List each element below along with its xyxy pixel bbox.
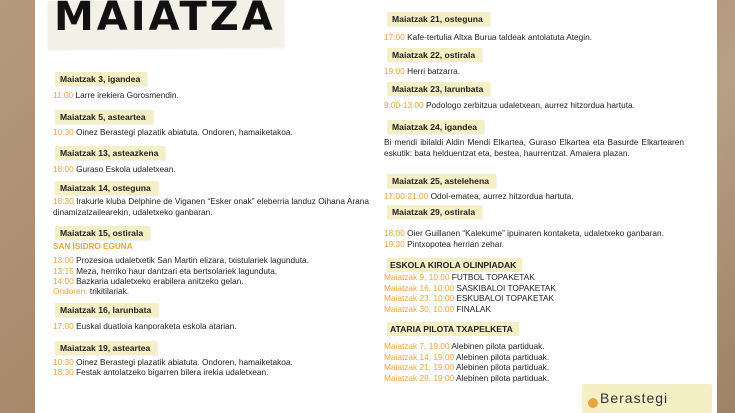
event-time: 14:00 <box>53 276 74 286</box>
event-line <box>53 90 179 100</box>
event-time: 10:30 <box>53 127 74 137</box>
month-title: MAIATZA <box>54 0 276 40</box>
logo-badge <box>582 384 712 413</box>
event-time: 19:30 <box>384 239 405 249</box>
day-title: Maiatzak 23, larunbata <box>387 82 490 96</box>
section-title-part: ESKO <box>390 260 415 270</box>
event-text: Alebinen pilota partiduak. <box>454 372 550 383</box>
event-text: Alebinen pilota partiduak. <box>454 362 550 372</box>
event-paragraph <box>384 137 684 158</box>
logo-text: Berastegi <box>600 390 669 406</box>
event-text: Prozesioa udaletxetik San Martin elizara, txistulariek lagunduta. <box>73 255 309 265</box>
event-time: 18:30 <box>53 196 74 206</box>
event-line <box>53 357 293 367</box>
event-text: Oinez Berastegi plazatik abiatuta. Ondoren, hamaiketakoa. <box>73 357 293 367</box>
event-text: Euskal duatloia kanporaketa eskola atarian. <box>73 321 237 331</box>
event-text: Irakurle kluba Delphine de Viganen “Esker onak” eleberria landuz Oihana Arana dinamizatzailearekin, udaletxeko ganbaran. <box>53 196 369 217</box>
event-time: Maiatzak 9, 10:00 <box>384 272 450 282</box>
day-title: Maiatzak 29, ostirala <box>387 205 482 219</box>
eskola-kirola-title <box>387 258 522 272</box>
event-time: 17:00 <box>384 32 405 42</box>
event-time: 17:00 <box>53 321 74 331</box>
day-title: Maiatzak 16, larunbata <box>55 303 158 317</box>
event-line <box>384 362 549 372</box>
event-text: Festak antolatzeko bigarren bilera irekia udaletxean. <box>73 367 269 377</box>
day-title: Maiatzak 5, asteartea <box>55 110 153 124</box>
day-title: Maiatzak 15, ostirala <box>55 226 150 240</box>
event-text: Alebinen pilota partiduak. <box>454 351 550 362</box>
event-time: 18:00 <box>53 164 74 174</box>
event-time: 18:00 <box>384 228 405 238</box>
event-line <box>53 255 309 265</box>
event-line <box>53 286 129 296</box>
section-title-part: LA KIROLA OLINPIADAK <box>414 260 517 270</box>
event-line <box>53 127 293 137</box>
event-text: Herri batzarra. <box>404 66 461 76</box>
event-time: 19:00 <box>384 66 405 76</box>
event-time: 13:15 <box>53 266 74 276</box>
logo-mark-icon <box>588 398 598 408</box>
event-time: 11:00 <box>53 90 74 100</box>
event-line <box>384 373 549 383</box>
atariko-pilota-title <box>387 322 519 336</box>
event-subtitle: SAN ISIDRO EGUNA <box>53 242 133 251</box>
day-title: Maiatzak 22, ostirala <box>387 48 482 62</box>
event-text: SASKIBALOI TOPAKETAK <box>454 282 556 293</box>
event-time: Maiatzak 7, 19:00 <box>384 341 450 351</box>
event-time: Maiatzak 16, 10:00 <box>384 282 455 293</box>
event-text: Kafe-tertulia Altxa Burua taldeak antolatuta Ategin. <box>404 32 593 42</box>
event-text: Meza, herriko haur dantzari eta bertsolariek lagunduta. <box>73 266 278 276</box>
event-paragraph <box>53 196 369 217</box>
event-time: Ondoren: <box>53 286 88 296</box>
event-time: 17:00-21:00 <box>384 191 429 201</box>
event-text: FINALAK <box>454 303 491 314</box>
event-text: FUTBOL TOPAKETAK <box>449 272 535 282</box>
event-time: 9:00-13:00 <box>384 100 424 110</box>
event-line <box>384 293 554 303</box>
day-title: Maiatzak 13, asteazkena <box>55 146 165 160</box>
event-time: 18:30 <box>53 367 74 377</box>
event-text: Bi mendi ibilaldi Aldin Mendi Elkartea, Guraso Elkartea eta Basurde Elkartearen eskutik: bata helduentzat eta, bestea, haurrentzat. Amaiera plazan. <box>384 137 684 158</box>
event-text: trikitilariak. <box>87 286 130 296</box>
event-text: Pintxopotea herrian zehar. <box>404 239 504 249</box>
event-text: Podologo zerbitzua udaletxean, aurrez hitzordua hartuta. <box>423 100 635 110</box>
event-line <box>384 272 535 282</box>
event-time: Maiatzak 23, 10:00 <box>384 293 455 303</box>
event-line <box>384 341 545 351</box>
event-text: Bazkaria udaletxeko erabilera anitzeko gelan. <box>73 276 244 286</box>
event-text: Oinez Berastegi plazatik abiatuta. Ondoren, hamaiketakoa. <box>73 127 293 137</box>
event-line <box>384 304 491 314</box>
event-line <box>53 367 268 377</box>
day-title: Maiatzak 21, osteguna <box>387 12 490 26</box>
day-title: Maiatzak 24, igandea <box>387 120 484 134</box>
event-time: 10:30 <box>53 357 74 367</box>
event-text: Alebinen pilota partiduak. <box>449 341 545 351</box>
event-line <box>384 228 664 238</box>
event-text: Guraso Eskola udaletxean. <box>73 164 176 174</box>
event-time: Maiatzak 28, 19:00 <box>384 372 455 383</box>
event-line <box>53 266 277 276</box>
event-time: Maiatzak 14, 19:00 <box>384 351 455 362</box>
event-line <box>53 276 244 286</box>
event-line <box>384 283 556 293</box>
event-line <box>384 32 592 42</box>
event-line <box>384 352 549 362</box>
day-title: Maiatzak 19, asteartea <box>55 341 157 355</box>
event-line <box>384 239 504 249</box>
event-line <box>53 164 176 174</box>
event-text: ESKUBALOI TOPAKETAK <box>454 293 555 303</box>
event-text: Oier Guillanen “Kalekume” ipuinaren kontaketa, udaletxeko ganbaran. <box>404 228 664 238</box>
event-line <box>384 191 574 201</box>
event-line <box>384 100 635 110</box>
event-line <box>384 66 460 76</box>
event-time: Maiatzak 30, 10:00 <box>384 303 455 314</box>
day-title: Maiatzak 25, astelehena <box>387 174 496 188</box>
event-text: Odol-ematea, aurrez hitzordua hartuta. <box>428 191 574 201</box>
section-title-part: A PILOTA TXAPELKETA <box>414 324 513 334</box>
event-text: Larre irekiera Gorosmendin. <box>73 90 179 100</box>
event-line <box>53 321 237 331</box>
section-title-part: ATARI <box>390 324 415 334</box>
day-title: Maiatzak 14, osteguna <box>55 181 158 195</box>
day-title: Maiatzak 3, igandea <box>55 72 147 86</box>
event-time: 13:00 <box>53 255 74 265</box>
event-time: Maiatzak 21, 19:00 <box>384 362 455 372</box>
